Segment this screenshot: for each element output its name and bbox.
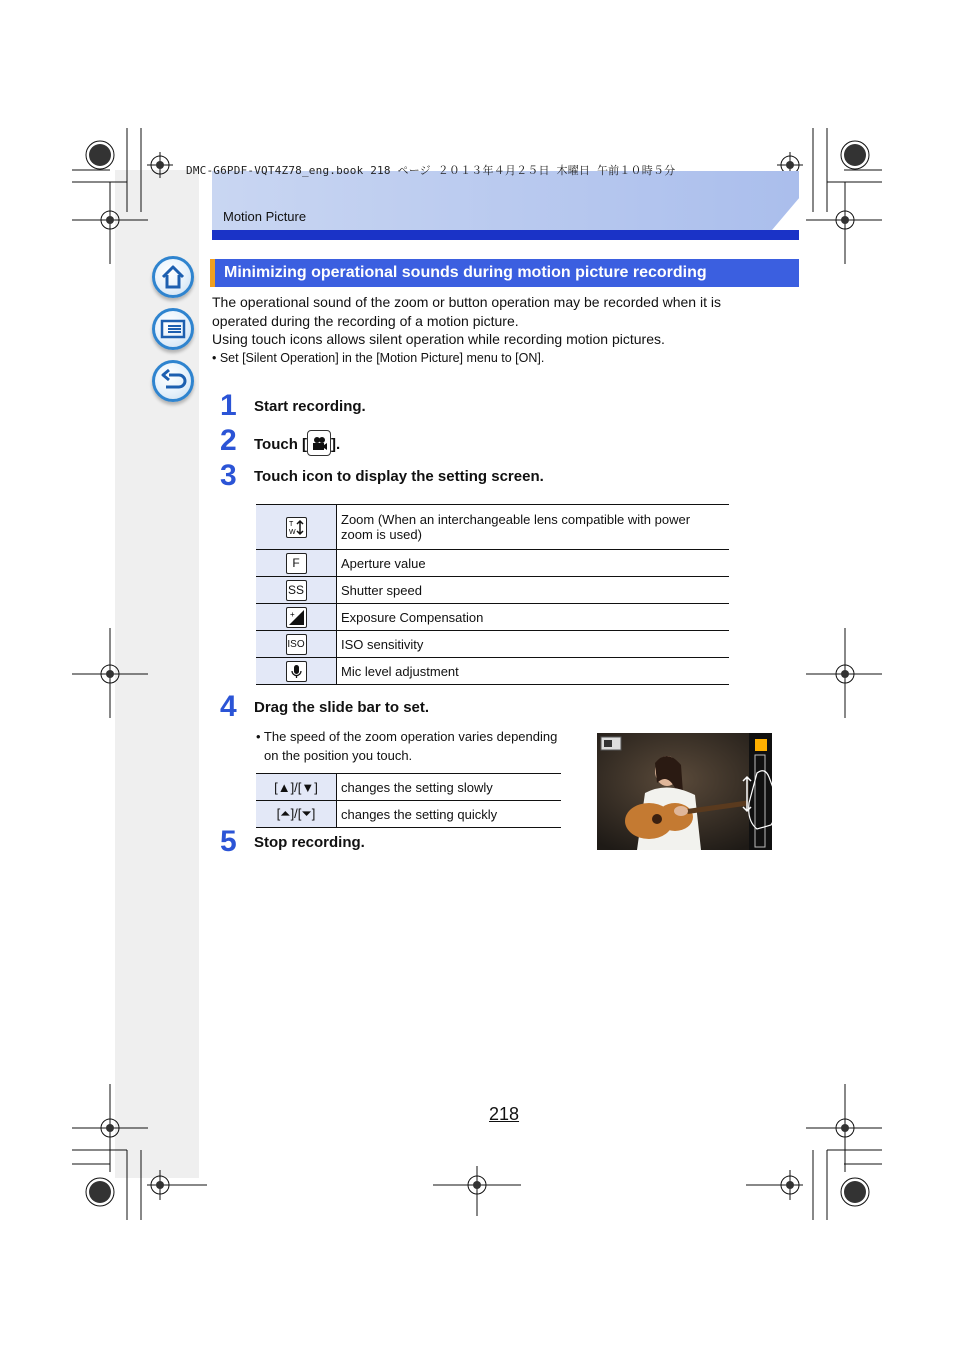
table-row bbox=[256, 505, 729, 550]
speed-label: changes the setting slowly bbox=[337, 774, 562, 801]
setting-label: Mic level adjustment bbox=[337, 658, 730, 685]
step-text: Stop recording. bbox=[254, 834, 365, 851]
table-row bbox=[256, 658, 729, 685]
header-rule bbox=[212, 230, 799, 240]
table-row bbox=[256, 604, 729, 631]
table-row bbox=[256, 801, 561, 828]
step-number: 5 bbox=[220, 825, 237, 858]
step-text-after: ]. bbox=[331, 435, 341, 453]
section-label: Motion Picture bbox=[223, 209, 307, 224]
print-header: DMC-G6PDF-VQT4Z78_eng.book 218 ページ ２０１３年４月２５日 木曜日 午前１０時５分 bbox=[186, 164, 676, 177]
fast-arrows-icon: [⏶]/[⏷] bbox=[256, 801, 337, 828]
step-text-before: Touch [ bbox=[254, 435, 308, 453]
iso-icon: ISO bbox=[286, 634, 307, 655]
setting-label: Shutter speed bbox=[337, 577, 730, 604]
intro-line: The operational sound of the zoom or button operation may be recorded when it is bbox=[212, 294, 721, 310]
table-row bbox=[256, 631, 729, 658]
setting-label: Aperture value bbox=[337, 550, 730, 577]
icon-cell bbox=[256, 631, 337, 658]
aperture-f-icon: F bbox=[286, 553, 307, 574]
icon-cell bbox=[256, 505, 337, 550]
page-number[interactable]: 218 bbox=[489, 1104, 520, 1124]
section-title: Minimizing operational sounds during motion picture recording bbox=[210, 259, 799, 287]
step-number: 4 bbox=[220, 690, 237, 723]
camera-screen-illustration bbox=[597, 733, 772, 850]
note-line: • The speed of the zoom operation varies depending bbox=[256, 729, 558, 744]
home-icon bbox=[159, 263, 187, 291]
icon-cell bbox=[256, 658, 337, 685]
svg-text:+: + bbox=[289, 609, 295, 619]
note-line: on the position you touch. bbox=[264, 748, 413, 763]
setting-label: ISO sensitivity bbox=[337, 631, 730, 658]
menu-list-icon bbox=[159, 315, 187, 343]
step-text bbox=[254, 432, 340, 458]
step-text: Start recording. bbox=[254, 398, 366, 415]
step-number: 2 bbox=[220, 424, 237, 457]
step-text: Touch icon to display the setting screen. bbox=[254, 468, 544, 485]
setting-label: Exposure Compensation bbox=[337, 604, 730, 631]
table-row bbox=[256, 550, 729, 577]
step-text: Drag the slide bar to set. bbox=[254, 699, 430, 716]
step-number: 1 bbox=[220, 389, 237, 422]
svg-text:T: T bbox=[288, 520, 293, 528]
svg-text:W: W bbox=[288, 528, 296, 536]
movie-mode-icon bbox=[307, 430, 331, 456]
shutter-ss-icon: SS bbox=[286, 580, 307, 601]
intro-note: • Set [Silent Operation] in the [Motion Picture] menu to [ON]. bbox=[212, 350, 545, 365]
speed-table bbox=[256, 773, 561, 828]
table-row bbox=[256, 774, 561, 801]
back-icon bbox=[159, 367, 187, 395]
back-button[interactable] bbox=[152, 360, 194, 402]
mic-icon bbox=[286, 661, 307, 682]
table-row bbox=[256, 577, 729, 604]
setting-label: Zoom (When an interchangeable lens compatible with power zoom is used) bbox=[337, 505, 730, 550]
exposure-comp-icon bbox=[286, 607, 307, 628]
step-number: 3 bbox=[220, 459, 237, 492]
icon-cell bbox=[256, 604, 337, 631]
home-button[interactable] bbox=[152, 256, 194, 298]
intro-line: operated during the recording of a motion picture. bbox=[212, 312, 519, 329]
intro-line: Using touch icons allows silent operation while recording motion pictures. bbox=[212, 331, 665, 347]
zoom-tw-icon bbox=[286, 517, 307, 538]
intro-text bbox=[212, 293, 802, 367]
icon-cell bbox=[256, 550, 337, 577]
contents-button[interactable] bbox=[152, 308, 194, 350]
icon-cell bbox=[256, 577, 337, 604]
slow-arrows-icon: [▲]/[▼] bbox=[256, 774, 337, 801]
step4-note bbox=[256, 727, 586, 765]
settings-table bbox=[256, 504, 729, 685]
speed-label: changes the setting quickly bbox=[337, 801, 562, 828]
